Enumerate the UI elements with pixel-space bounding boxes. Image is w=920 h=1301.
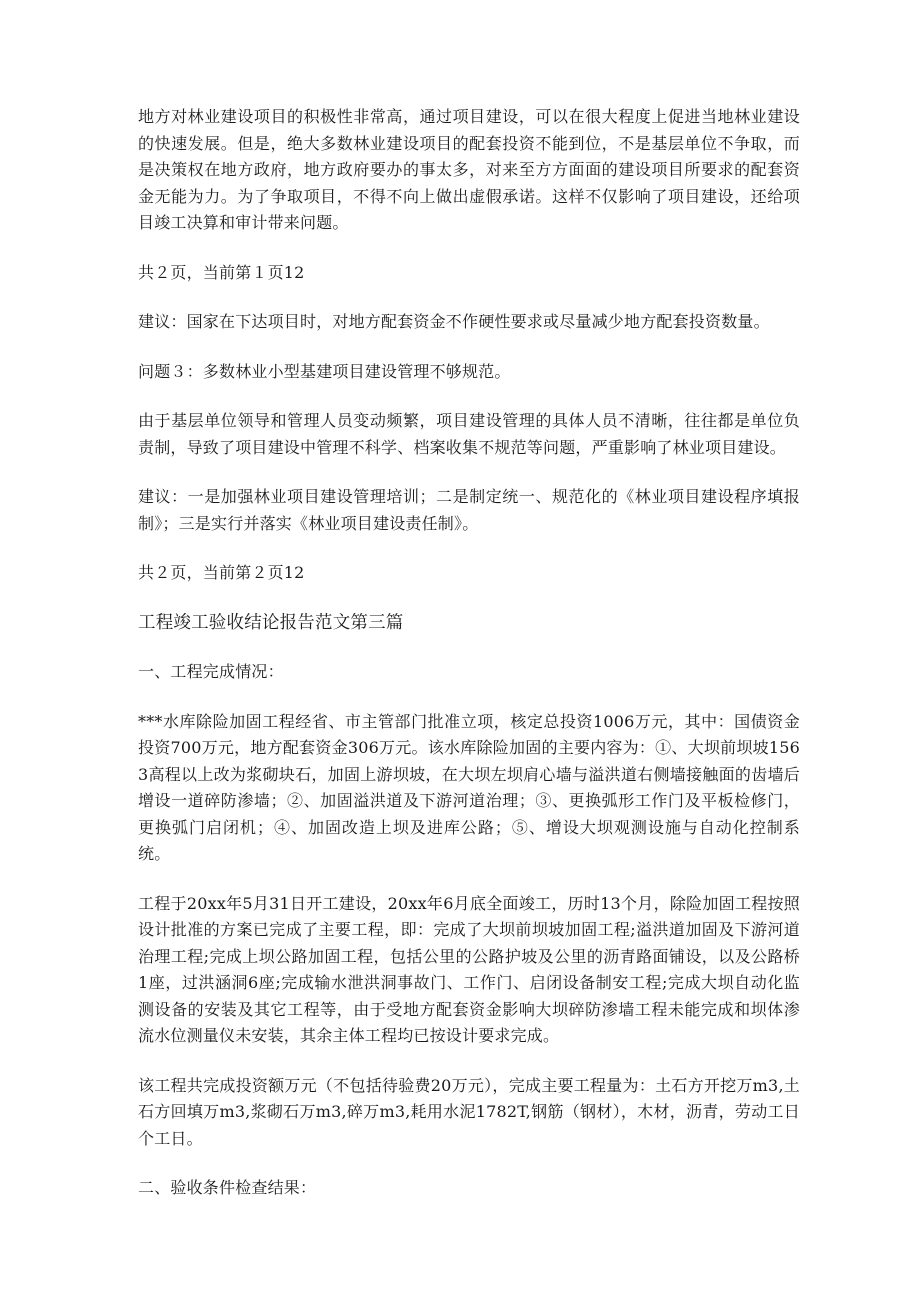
subheading-acceptance-check: 二、验收条件检查结果：	[138, 1178, 317, 1197]
subheading-completion-status: 一、工程完成情况：	[138, 662, 284, 681]
page-indicator-2: 共２页，当前第２页12	[138, 563, 305, 582]
paragraph-investment-quantities: 该工程共完成投资额万元（不包括待验费20万元），完成主要工程量为：土石方开挖万m3,土石方回填万m3,浆砌石万m3,碎万m3,耗用水泥1782T,钢筋（钢材），木材，沥青，劳动工日个工日。	[138, 1075, 800, 1148]
page-indicator-1: 共２页，当前第１页12	[138, 262, 305, 282]
paragraph-suggestion-training: 建议：一是加强林业项目建设管理培训；二是制定统一、规范化的《林业项目建设程序填报制》；三是实行并落实《林业项目建设责任制》。	[138, 487, 800, 533]
paragraph-suggestion-funding: 建议：国家在下达项目时，对地方配套资金不作硬性要求或尽量减少地方配套投资数量。	[138, 312, 770, 331]
section-title: 工程竣工验收结论报告范文第三篇	[138, 612, 404, 633]
paragraph-construction-progress: 工程于20xx年5月31日开工建设，20xx年6月底全面竣工，历时13个月，除险加固工程按照设计批准的方案已完成了主要工程，即：完成了大坝前坝坡加固工程;溢洪道加固及下游河道治理工程;完成上坝公路加固工程，包括公里的公路护坡及公里的沥青路面铺设，以及公路桥1座，过洪涵洞6座;完成输水泄洪洞事故门、工作门、启闭设备制安工程;完成大坝自动化监测设备的安装及其它工程等，由于受地方配套资金影响大坝碎防渗墙工程未能完成和坝体渗流水位测量仪未安装，其余主体工程均已按设计要求完成。	[138, 893, 800, 1045]
paragraph-management-issues: 由于基层单位领导和管理人员变动频繁，项目建设管理的具体人员不清晰，往往都是单位负责制，导致了项目建设中管理不科学、档案收集不规范等问题，严重影响了林业项目建设。	[138, 411, 800, 457]
paragraph-problem-3: 问题３：多数林业小型基建项目建设管理不够规范。	[138, 361, 511, 381]
paragraph-local-enthusiasm: 地方对林业建设项目的积极性非常高，通过项目建设，可以在很大程度上促进当地林业建设的快速发展。但是，绝大多数林业建设项目的配套投资不能到位，不是基层单位不争取，而是决策权在地方政府，地方政府要办的事太多，对来至方方面面的建设项目所要求的配套资金无能为力。为了争取项目，不得不向上做出虚假承诺。这样不仅影响了项目建设，还给项目竣工决算和审计带来问题。	[138, 107, 800, 232]
paragraph-project-approval: ***水库除险加固工程经省、市主管部门批准立项，核定总投资1006万元，其中：国债资金投资700万元，地方配套资金306万元。该水库除险加固的主要内容为：①、大坝前坝坡1563高程以上改为浆砌块石，加固上游坝坡，在大坝左坝肩心墙与溢洪道右侧墙接触面的齿墙后增设一道碎防渗墙；②、加固溢洪道及下游河道治理；③、更换弧形工作门及平板检修门，更换弧门启闭机；④、加固改造上坝及进库公路；⑤、增设大坝观测设施与自动化控制系统。	[138, 711, 800, 863]
